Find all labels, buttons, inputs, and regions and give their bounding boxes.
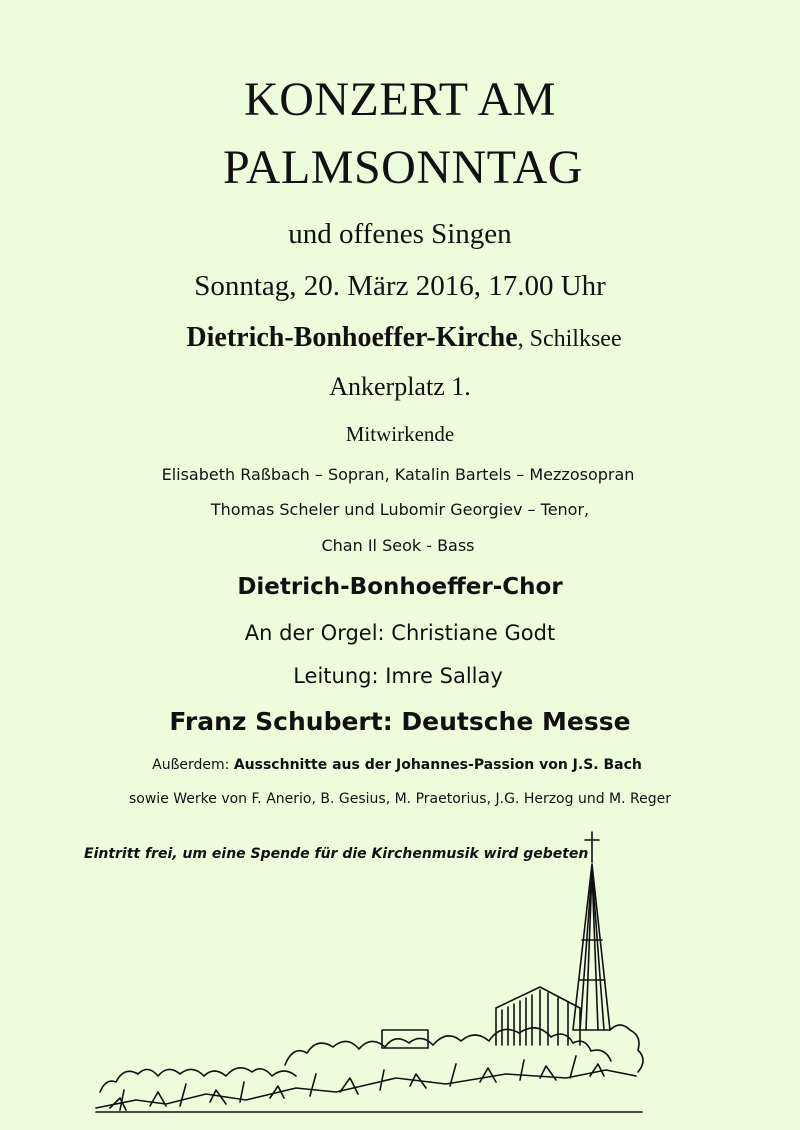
treeline-icon [285,1028,611,1065]
other-works: sowie Werke von F. Anerio, B. Gesius, M. Praetorius, J.G. Herzog und M. Reger [129,791,671,807]
conductor: Leitung: Imre Sallay [293,664,503,688]
additional-works-prefix: Außerdem: [152,757,234,773]
soloists-line-1: Elisabeth Raßbach – Sopran, Katalin Bartels – Mezzosopran [161,465,635,484]
choir-name: Dietrich-Bonhoeffer-Chor [237,574,563,600]
subtitle: und offenes Singen [288,218,512,250]
title-line-2: PALMSONNTAG [223,141,583,194]
venue-address: Ankerplatz 1. [329,372,471,401]
venue [4,322,800,354]
organist: An der Orgel: Christiane Godt [244,621,556,645]
soloists-line-2: Thomas Scheler und Lubomir Georgiev – Tenor, [210,500,590,519]
main-work: Franz Schubert: Deutsche Messe [169,707,631,736]
venue-place: , Schilksee [517,326,622,352]
cliff-icon [96,1070,636,1108]
additional-works-bold: Ausschnitte aus der Johannes-Passion von J.S. Bach [233,757,642,773]
participants-heading: Mitwirkende [345,422,455,446]
church-drawing [90,830,650,1120]
additional-works [0,757,797,773]
entry-note: Eintritt frei, um eine Spende für die Kirchenmusik wird gebeten [84,846,589,862]
title-line-1: KONZERT AM [244,73,556,126]
soloists-line-3: Chan Il Seok - Bass [321,536,475,555]
venue-name: Dietrich-Bonhoeffer-Kirche [186,322,518,353]
event-date: Sonntag, 20. März 2016, 17.00 Uhr [194,270,606,302]
